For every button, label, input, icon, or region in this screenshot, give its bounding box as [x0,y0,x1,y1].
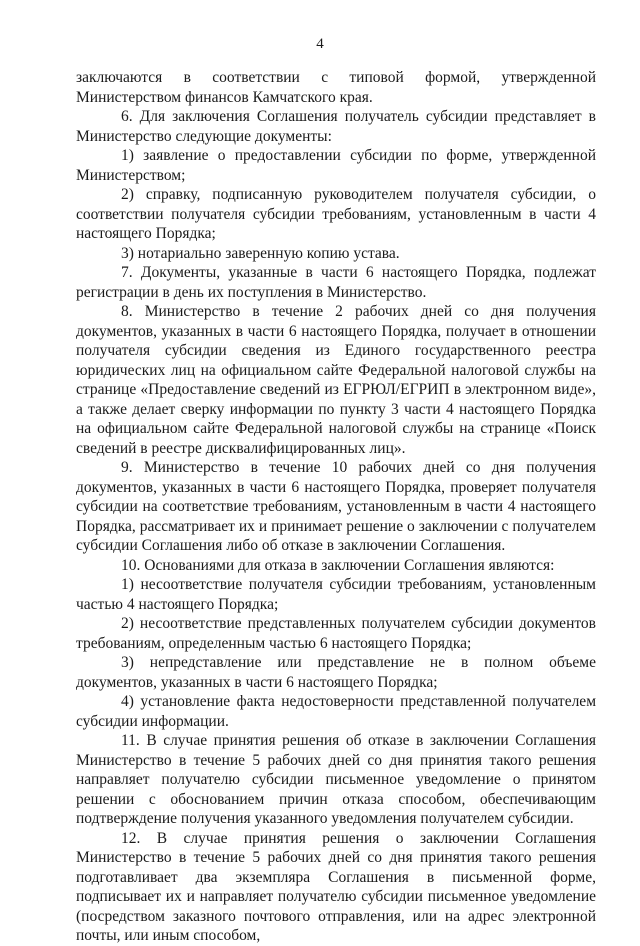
paragraph-6-item-3: 3) нотариально заверенную копию устава. [121,244,400,262]
page-number: 4 [316,36,324,52]
paragraph-6-item-1: 1) заявление о предоставлении субсидии по форме, утвержденной Министерством; [76,147,596,184]
paragraph-11: 11. В случае принятия решения об отказе в заключении Соглашения Министерство в течение 5 рабочих дней со дня принятия такого решения направляет получателю субсидии письменное уведомление о принятом решении с обоснованием причин отказа способом, обеспечивающим подтверждение получения указанного уведомления получателем субсидии. [76,732,596,827]
paragraph-9: 9. Министерство в течение 10 рабочих дней со дня получения документов, указанных в части 6 настоящего Порядка, проверяет получателя субсидии на соответствие требованиям, установленным в части 4 настоящего Порядка, рассматривает их и принимает решение о заключении с получателем субсидии Соглашения либо об отказе в заключении Соглашения. [76,459,596,554]
paragraph-10-item-2: 2) несоответствие представленных получателем субсидии документов требованиям, определенным частью 6 настоящего Порядка; [76,615,596,652]
paragraph-continuation: заключаются в соответствии с типовой формой, утвержденной Министерством финансов Камчатского края. [76,69,596,106]
paragraph-8: 8. Министерство в течение 2 рабочих дней со дня получения документов, указанных в части 6 настоящего Порядка, получает в отношении получателя субсидии сведения из Единого государственного реестра юридических лиц на официальном сайте Федеральной налоговой службы на странице «Предоставление сведений из ЕГРЮЛ/ЕГРИП в электронном виде», а также делает сверку информации по пункту 3 части 4 настоящего Порядка на официальном сайте Федеральной налоговой службы на странице «Поиск сведений в реестре дисквалифицированных лиц». [76,303,596,457]
paragraph-12: 12. В случае принятия решения о заключении Соглашения Министерство в течение 5 рабочих дней со дня принятия такого решения подготавливает два экземпляра Соглашения в письменной форме, подписывает их и направляет получателю субсидии письменное уведомление (посредством заказного почтового отправления, или на адрес электронной почты, или иным способом, [76,829,596,944]
paragraph-10-item-3: 3) непредставление или представление не в полном объеме документов, указанных в части 6 настоящего Порядка; [76,654,596,691]
paragraph-7: 7. Документы, указанные в части 6 настоящего Порядка, подлежат регистрации в день их поступления в Министерство. [76,264,596,301]
paragraph-10-item-4: 4) установление факта недостоверности представленной получателем субсидии информации. [76,693,596,730]
paragraph-10: 10. Основаниями для отказа в заключении Соглашения являются: [121,556,555,574]
paragraph-6-item-2: 2) справку, подписанную руководителем получателя субсидии, о соответствии получателя субсидии требованиям, установленным в части 4 настоящего Порядка; [76,186,596,242]
document-body [76,68,596,946]
paragraph-6: 6. Для заключения Соглашения получатель субсидии представляет в Министерство следующие документы: [76,108,596,145]
paragraph-10-item-1: 1) несоответствие получателя субсидии требованиям, установленным частью 4 настоящего Порядка; [76,576,596,613]
